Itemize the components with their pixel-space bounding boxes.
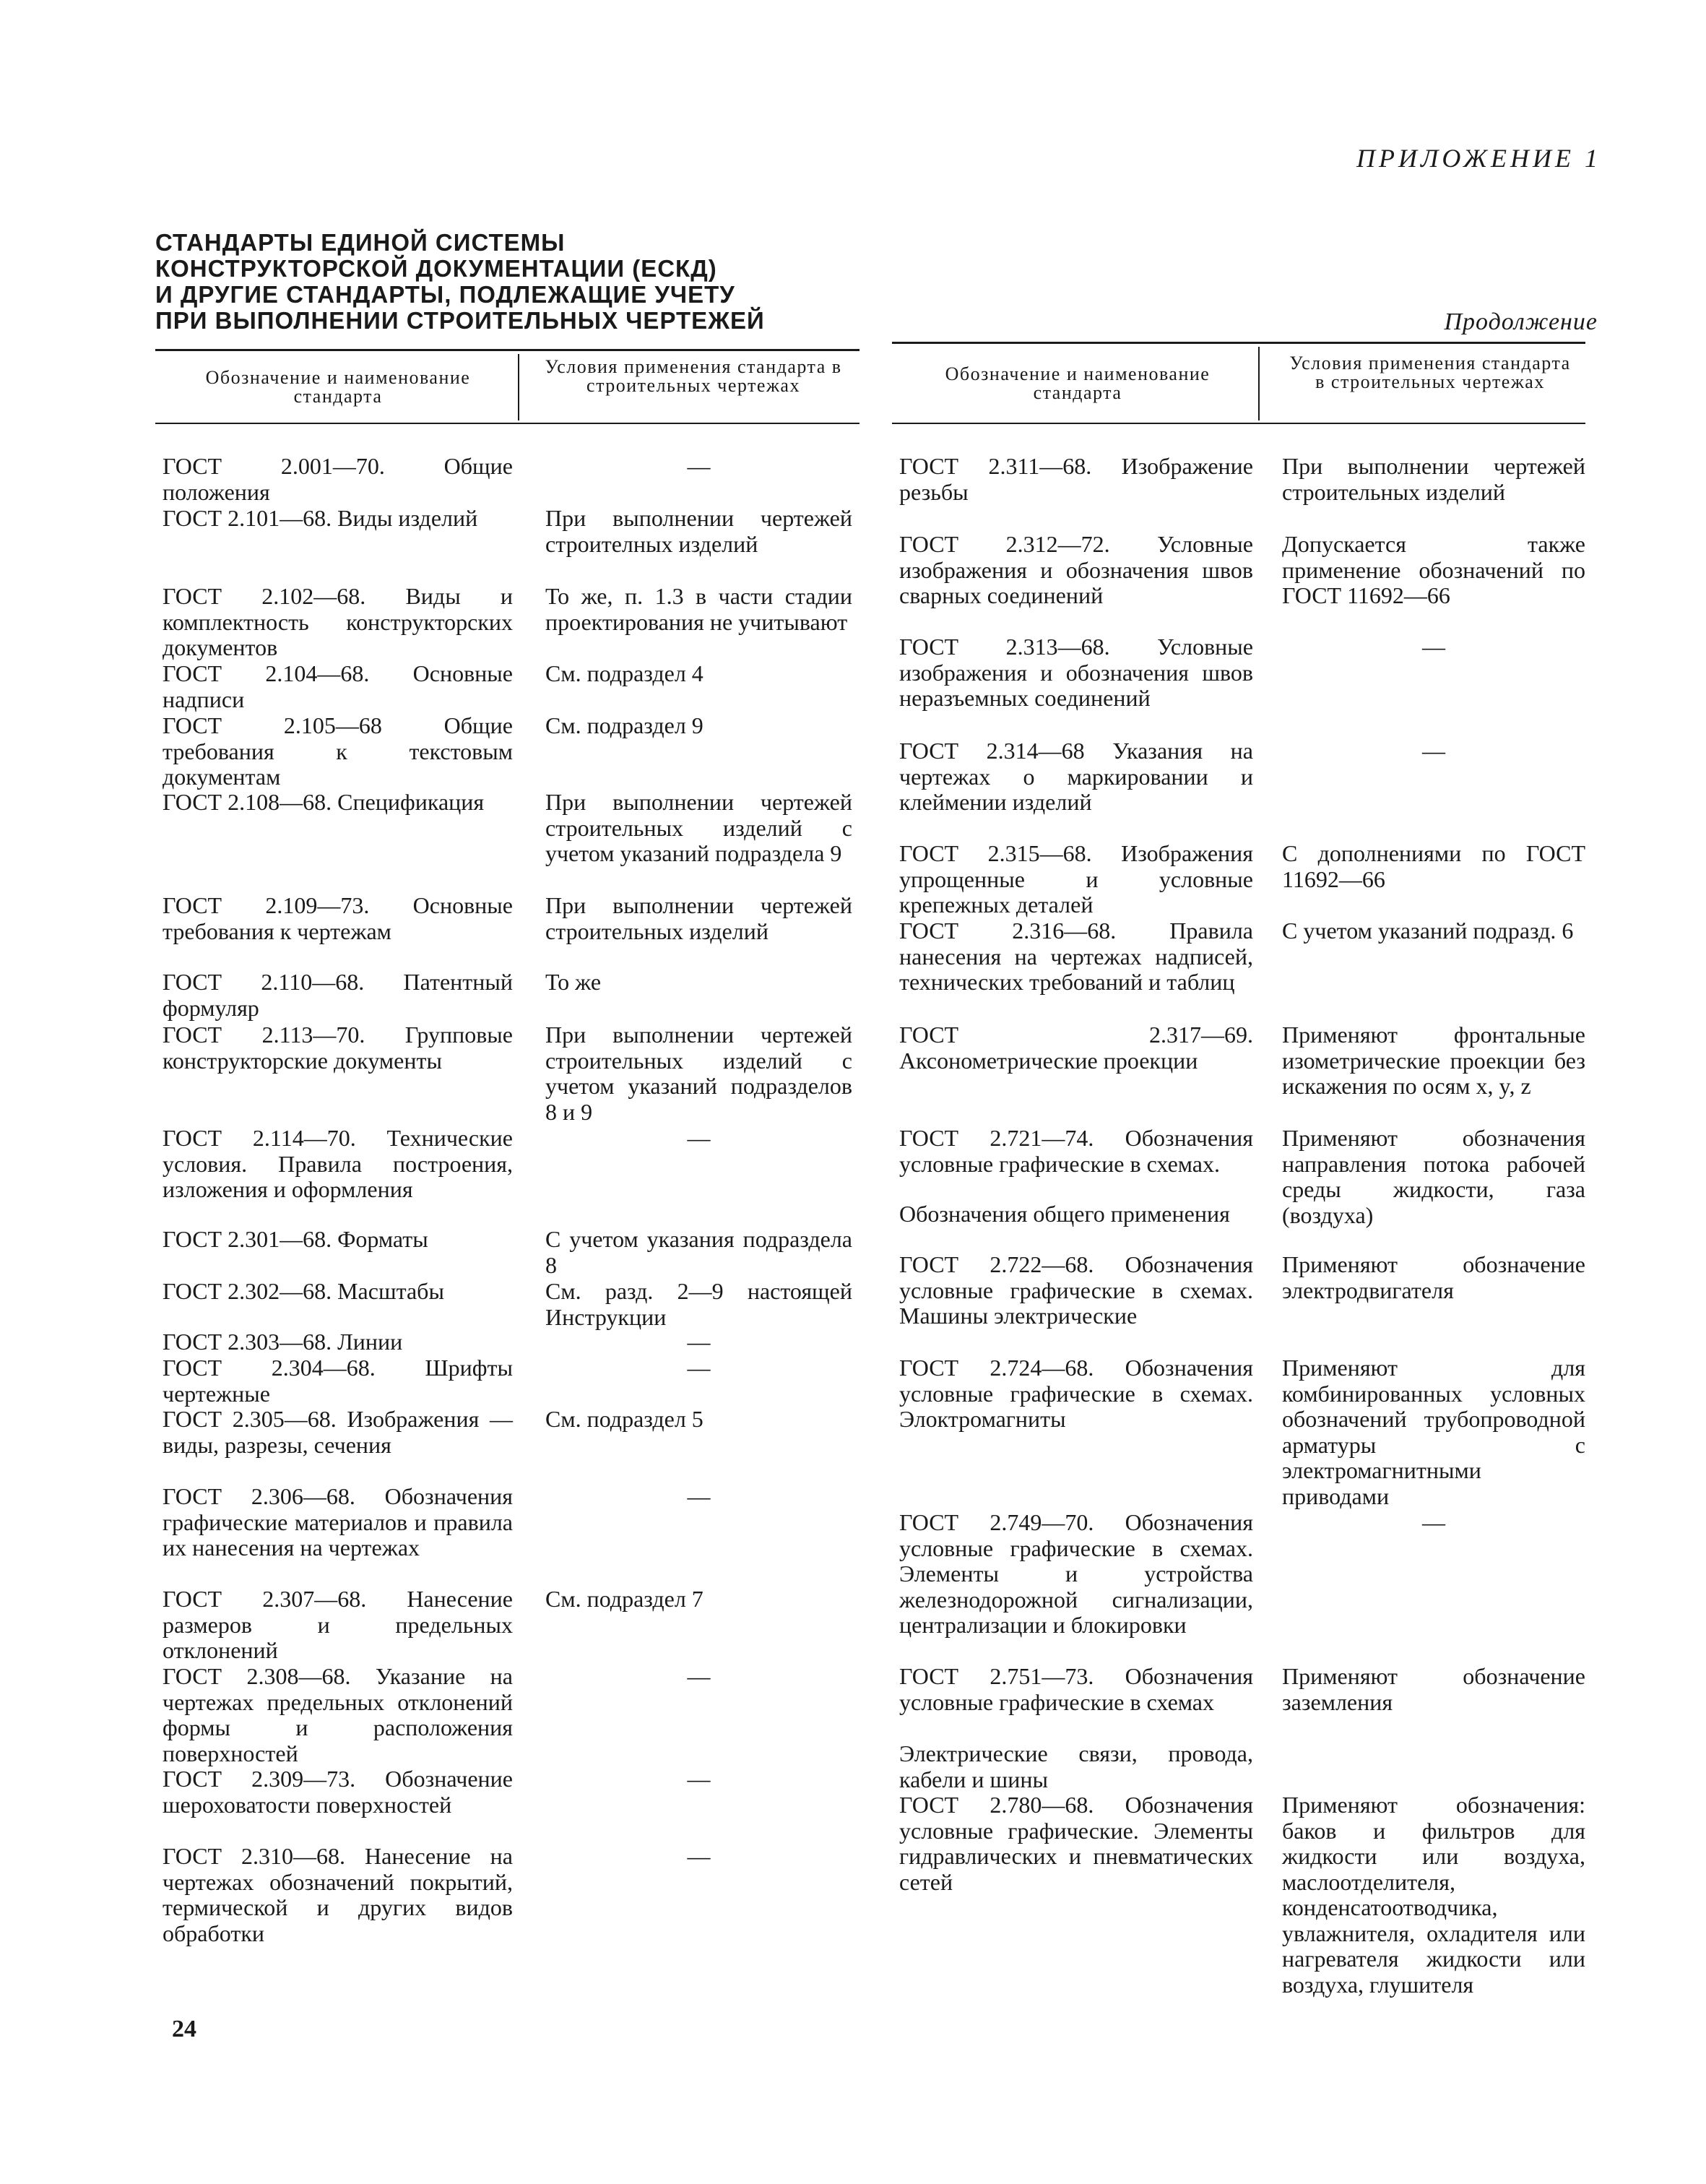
condition-entry: — [687,1125,711,1151]
standard-entry: ГОСТ 2.311—68. Изображение резьбы [899,453,1253,505]
standard-entry: ГОСТ 2.102—68. Виды и комплектность конструкторских документов [163,583,513,660]
condition-entry: — [687,1766,711,1792]
standard-entry: ГОСТ 2.780—68. Обозначения условные графические. Элементы гидравлических и пневматических сетей [899,1792,1253,1895]
condition-entry: Применяют фронтальные изометрические проекции без искажения по осям x, y, z [1282,1022,1585,1099]
condition-entry: Применяют обозначения направления потока рабочей среды жидкости, газа (воздуха) [1282,1125,1585,1228]
condition-entry: — [687,1355,711,1381]
right-table-header-divider [1258,347,1260,420]
standard-entry: ГОСТ 2.316—68. Правила нанесения на чертежах надписей, технических требований и таблиц [899,918,1253,995]
standard-entry: ГОСТ 2.304—68. Шрифты чертежные [163,1355,513,1407]
condition-entry: При выполнении чертежей строительных изделий с учетом указаний подраздела 9 [545,789,852,866]
standard-entry: ГОСТ 2.315—68. Изображения упрощенные и условные крепежных деталей [899,840,1253,918]
condition-entry: Допускается также применение обозначений по ГОСТ 11692—66 [1282,531,1585,608]
standard-entry: Обозначения общего применения [899,1201,1230,1227]
standard-entry: ГОСТ 2.309—73. Обозначение шероховатости поверхностей [163,1766,513,1818]
condition-entry: — [687,453,711,479]
standard-entry: ГОСТ 2.108—68. Спецификация [163,789,485,815]
right-table-top-rule [892,342,1585,344]
condition-entry: То же, п. 1.3 в части стадии проектирования не учитывают [545,583,852,635]
standard-entry: ГОСТ 2.109—73. Основные требования к чертежам [163,892,513,944]
standard-entry: ГОСТ 2.110—68. Патентный формуляр [163,969,513,1021]
condition-entry: — [687,1843,711,1869]
standard-entry: ГОСТ 2.114—70. Технические условия. Правила построения, изложения и оформления [163,1125,513,1202]
standard-entry: ГОСТ 2.724—68. Обозначения условные графические в схемах. Элоктромагниты [899,1355,1253,1432]
standard-entry: ГОСТ 2.307—68. Нанесение размеров и предельных отклонений [163,1586,513,1663]
standard-entry: ГОСТ 2.105—68 Общие требования к текстовым документам [163,712,513,790]
standard-entry: ГОСТ 2.302—68. Масштабы [163,1278,444,1304]
condition-entry: При выполнении чертежей строительных изделий с учетом указаний подразделов 8 и 9 [545,1022,852,1125]
title-line: СТАНДАРТЫ ЕДИНОЙ СИСТЕМЫ [155,229,566,256]
appendix-label: ПРИЛОЖЕНИЕ 1 [1356,144,1601,173]
condition-entry: См. подраздел 9 [545,712,703,738]
standard-entry: ГОСТ 2.001—70. Общие положения [163,453,513,505]
left-header-standard: Обозначение и наименование стандарта [205,367,471,407]
standard-entry: ГОСТ 2.722—68. Обозначения условные графические в схемах. Машины электрические [899,1251,1253,1329]
condition-entry: — [1422,1509,1445,1535]
title-line: КОНСТРУКТОРСКОЙ ДОКУМЕНТАЦИИ (ЕСКД) [155,255,717,282]
condition-entry: Применяют обозначение электродвигателя [1282,1251,1585,1303]
standard-entry: ГОСТ 2.314—68 Указания на чертежах о маркировании и клеймении изделий [899,738,1253,815]
standard-entry: ГОСТ 2.751—73. Обозначения условные графические в схемах [899,1663,1253,1715]
right-header-standard: Обозначение и наименование стандарта [945,363,1211,403]
standard-entry: ГОСТ 2.303—68. Линии [163,1329,403,1355]
standard-entry: ГОСТ 2.308—68. Указание на чертежах предельных отклонений формы и расположения поверхностей [163,1663,513,1766]
condition-entry: См. подраздел 5 [545,1406,703,1432]
condition-entry: Применяют обозначения: баков и фильтров для жидкости или воздуха, маслоотделителя, конденсатоотводчика, увлажнителя, охладителя или нагревателя жидкости или воздуха, глушителя [1282,1792,1585,1998]
left-table-top-rule [155,349,860,351]
title-line: ПРИ ВЫПОЛНЕНИИ СТРОИТЕЛЬНЫХ ЧЕРТЕЖЕЙ [155,307,765,334]
right-table-header-bottom-rule [892,423,1585,424]
condition-entry: — [1422,738,1445,764]
standard-entry: ГОСТ 2.101—68. Виды изделий [163,505,478,531]
condition-entry: См. подраздел 7 [545,1586,703,1612]
standard-entry: ГОСТ 2.306—68. Обозначения графические материалов и правила их нанесения на чертежах [163,1483,513,1561]
standard-entry: Электрические связи, провода, кабели и шины [899,1740,1253,1792]
condition-entry: То же [545,969,602,995]
standard-entry: ГОСТ 2.113—70. Групповые конструкторские документы [163,1022,513,1074]
condition-entry: Применяют для комбинированных условных обозначений трубопроводной арматуры с электромагнитными приводами [1282,1355,1585,1509]
condition-entry: При выполнении чертежей строительных изделий [545,892,852,944]
condition-entry: С учетом указания подраздела 8 [545,1226,852,1278]
standard-entry: ГОСТ 2.749—70. Обозначения условные графические в схемах. Элементы и устройства железнодорожной сигнализации, централизации и блокировки [899,1509,1253,1638]
document-title [155,230,878,334]
standard-entry: ГОСТ 2.317—69. Аксонометрические проекции [899,1022,1253,1074]
condition-entry: При выполнении чертежей строительных изделий [1282,453,1585,505]
page-number: 24 [172,2016,196,2042]
left-header-conditions: Условия применения стандарта в строительных чертежах [545,356,842,396]
title-line: И ДРУГИЕ СТАНДАРТЫ, ПОДЛЕЖАЩИЕ УЧЕТУ [155,281,735,308]
standard-entry: ГОСТ 2.305—68. Изображения — виды, разрезы, сечения [163,1406,513,1458]
standard-entry: ГОСТ 2.310—68. Нанесение на чертежах обозначений покрытий, термической и других видов обработки [163,1843,513,1946]
condition-entry: — [687,1483,711,1509]
condition-entry: — [687,1329,711,1355]
condition-entry: С дополнениями по ГОСТ 11692—66 [1282,840,1585,892]
condition-entry: Применяют обозначение заземления [1282,1663,1585,1715]
condition-entry: См. разд. 2—9 настоящей Инструкции [545,1278,852,1330]
condition-entry: — [1422,634,1445,660]
standard-entry: ГОСТ 2.301—68. Форматы [163,1226,428,1252]
standard-entry: ГОСТ 2.721—74. Обозначения условные графические в схемах. [899,1125,1253,1177]
condition-entry: С учетом указаний подразд. 6 [1282,918,1574,944]
right-header-conditions: Условия применения стандарта в строительных чертежах [1289,353,1571,392]
continuation-label: Продолжение [1444,308,1598,335]
left-table-header-bottom-rule [155,423,860,424]
condition-entry: См. подраздел 4 [545,660,703,686]
standard-entry: ГОСТ 2.312—72. Условные изображения и обозначения швов сварных соединений [899,531,1253,608]
standard-entry: ГОСТ 2.313—68. Условные изображения и обозначения швов неразъемных соединений [899,634,1253,711]
left-table-header-divider [518,354,519,420]
standard-entry: ГОСТ 2.104—68. Основные надписи [163,660,513,712]
condition-entry: — [687,1663,711,1689]
condition-entry: При выполнении чертежей строителных изделий [545,505,852,557]
